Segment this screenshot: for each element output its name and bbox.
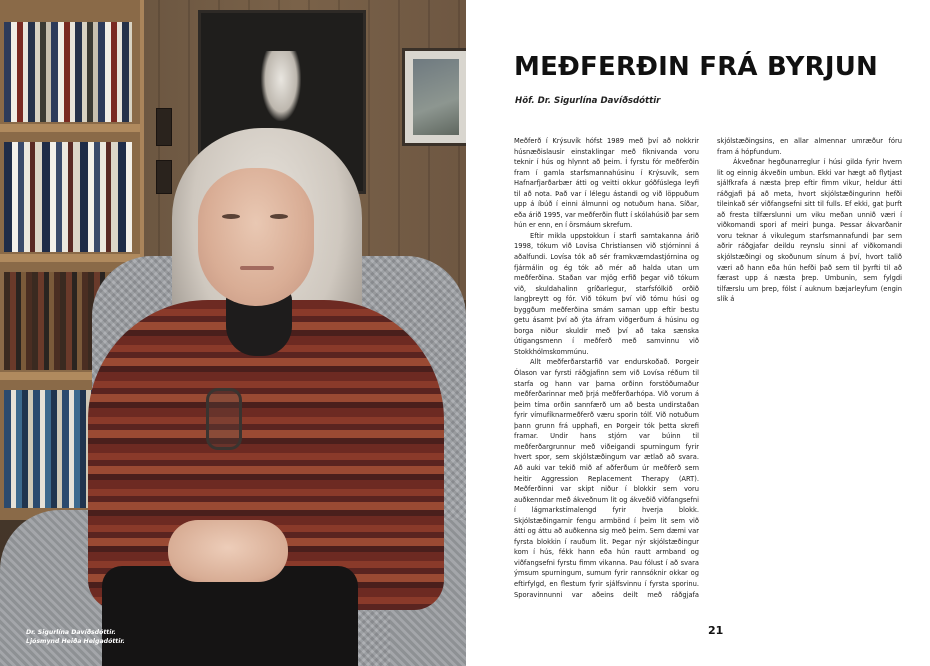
article-body xyxy=(514,136,902,614)
article-paragraph: Meðferð í Krýsuvík hófst 1989 með því að nokkrir húsnæðislausir einstaklingar með fíknivanda voru teknir í hús og hlynnt að þeim. Í fyrstu fór meðferðin fram í gamla starfsmannahúsinu í Krýsuvík, sem Hafnarfjarðarbær átti og veitti okkur góðfúslega leyfi til að nota. Það var í lélegu ástandi og við löppuðum upp á íbúð í einni álmunni og notuðum hana. Síðar, eða árið 1995, var meðferðin flutt í skólahúsið þar sem hún er enn, en í örsmáum skrefum. xyxy=(514,137,699,230)
right-page-article xyxy=(466,0,930,666)
page-number: 21 xyxy=(708,624,724,637)
caption-line-subject: Dr. Sigurlína Davíðsdóttir. xyxy=(26,629,116,636)
hanging-glasses xyxy=(206,388,242,450)
caption-line-credit: Ljósmynd Heiða Helgadóttir. xyxy=(26,638,125,645)
woman-face xyxy=(198,168,314,306)
article-title: MEÐFERÐIN FRÁ BYRJUN xyxy=(514,52,878,82)
article-paragraph: Ákveðnar hegðunarreglur í húsi gilda fyrir hvern lit og einnig ákveðin umbun. Ekki var hægt að flytjast sjálfkrafa á næsta þrep eftir fimm vikur, heldur átti ráðgjafi þá að meta, hvort skjólstæðingurinn hefði tileinkað sér viðfangsefni sitt til fulls. Ef ekki, gat þurft að fresta tilfærslunni um viku meðan unnið væri í viðkomandi spori af meiri þunga. Þessar ákvarðanir voru teknar á vikulegum starfsmannafundi þar sem aðrir ráðgjafar deildu reynslu sinni af viðkomandi skjólstæðingi og skoðunum sínum á því, hvort talið væri að hann eða hún hefði það sem til þyrfti til að færast upp á næsta þrep. Umbunin, sem fylgdi tilfærslu um þrep, fólst í auknum bæjarleyfum (engin slík á xyxy=(717,158,902,304)
framed-picture xyxy=(402,48,466,146)
article-paragraph: Eftir mikla uppstokkun í starfi samtakanna árið 1998, tókum við Lovísa Christiansen við stjórninni á aðalfundi. Lovísa tók að sér framkvæmdastjórnina og fjármálin og ég tók að mér að halda utan um meðferðina. Staðan var mjög erfið þegar við tókum við, skuldahalinn gríðarlegur, starfsfólkið orðið langþreytt og fór. Við tókum því við tómu húsi og byggðum meðferðina smám saman upp eftir bestu getu ásamt því að ýta áfram viðgerðum á húsinu og borga niður skuldir með því að taka sænska útigangsmenn í meðferð með samvinnu við Stokkhólmskommúnu. xyxy=(514,231,699,356)
folded-hands xyxy=(168,520,288,582)
article-author: Höf. Dr. Sigurlína Davíðsdóttir xyxy=(515,96,661,106)
photo-caption xyxy=(26,628,125,646)
article-paragraph: Allt meðferðarstarfið var endurskoðað. Þorgeir Ólason var fyrsti ráðgjafinn sem við Lovísa réðum til starfa og hann var þarna orðinn forstöðumaður meðferðarinnar með þrjá meðferðarhópa. Við vorum á þeim tíma orðin sannfærð um að besta undirstaðan fyrir vímufíknarmeðferð væru sporin tólf. Við notuðum þann grunn frá upphafi, en Þorgeir tók þetta skrefi framar. Undir hans stjórn var búinn til meðferðargrunnur með viðeigandi spurningum fyrir hvert spor, sem skjólstæðingum var ætlað að svara. Að auki var tekið mið af aðferðum úr meðferð sem heitir Aggression Replacement Therapy (ART). Meðferðinni var skipt niður í blokkir sem voru auðkenndar með ákveðnum lit og ákveðið viðfangsefni í lágmarkstímalengd fyrir hverja blokk. Skjólstæðingarnir fengu armbönd í þeim lit sem við átti og áttu að auðkenna sig með þeim. Sem dæmi var fyrsta blokkin í rauðum lit. Þegar nýr skjólstæðingur kom í hús, fékk hann eða hún rautt armband og viðfangsefni fyrstu fimm vikanna. Þau fólust í að svara ýmsum spurningum, sumum fyrir rannsóknir okkar og eftirfylgd, en flestum fyrir sjálfsvinnu í fyrsta sporinu. Sporavinnunni var aðeins deilt með ráðgjafa skjólstæðingsins, en allar almennar umræður fóru fram á hópfundum. xyxy=(514,137,902,599)
